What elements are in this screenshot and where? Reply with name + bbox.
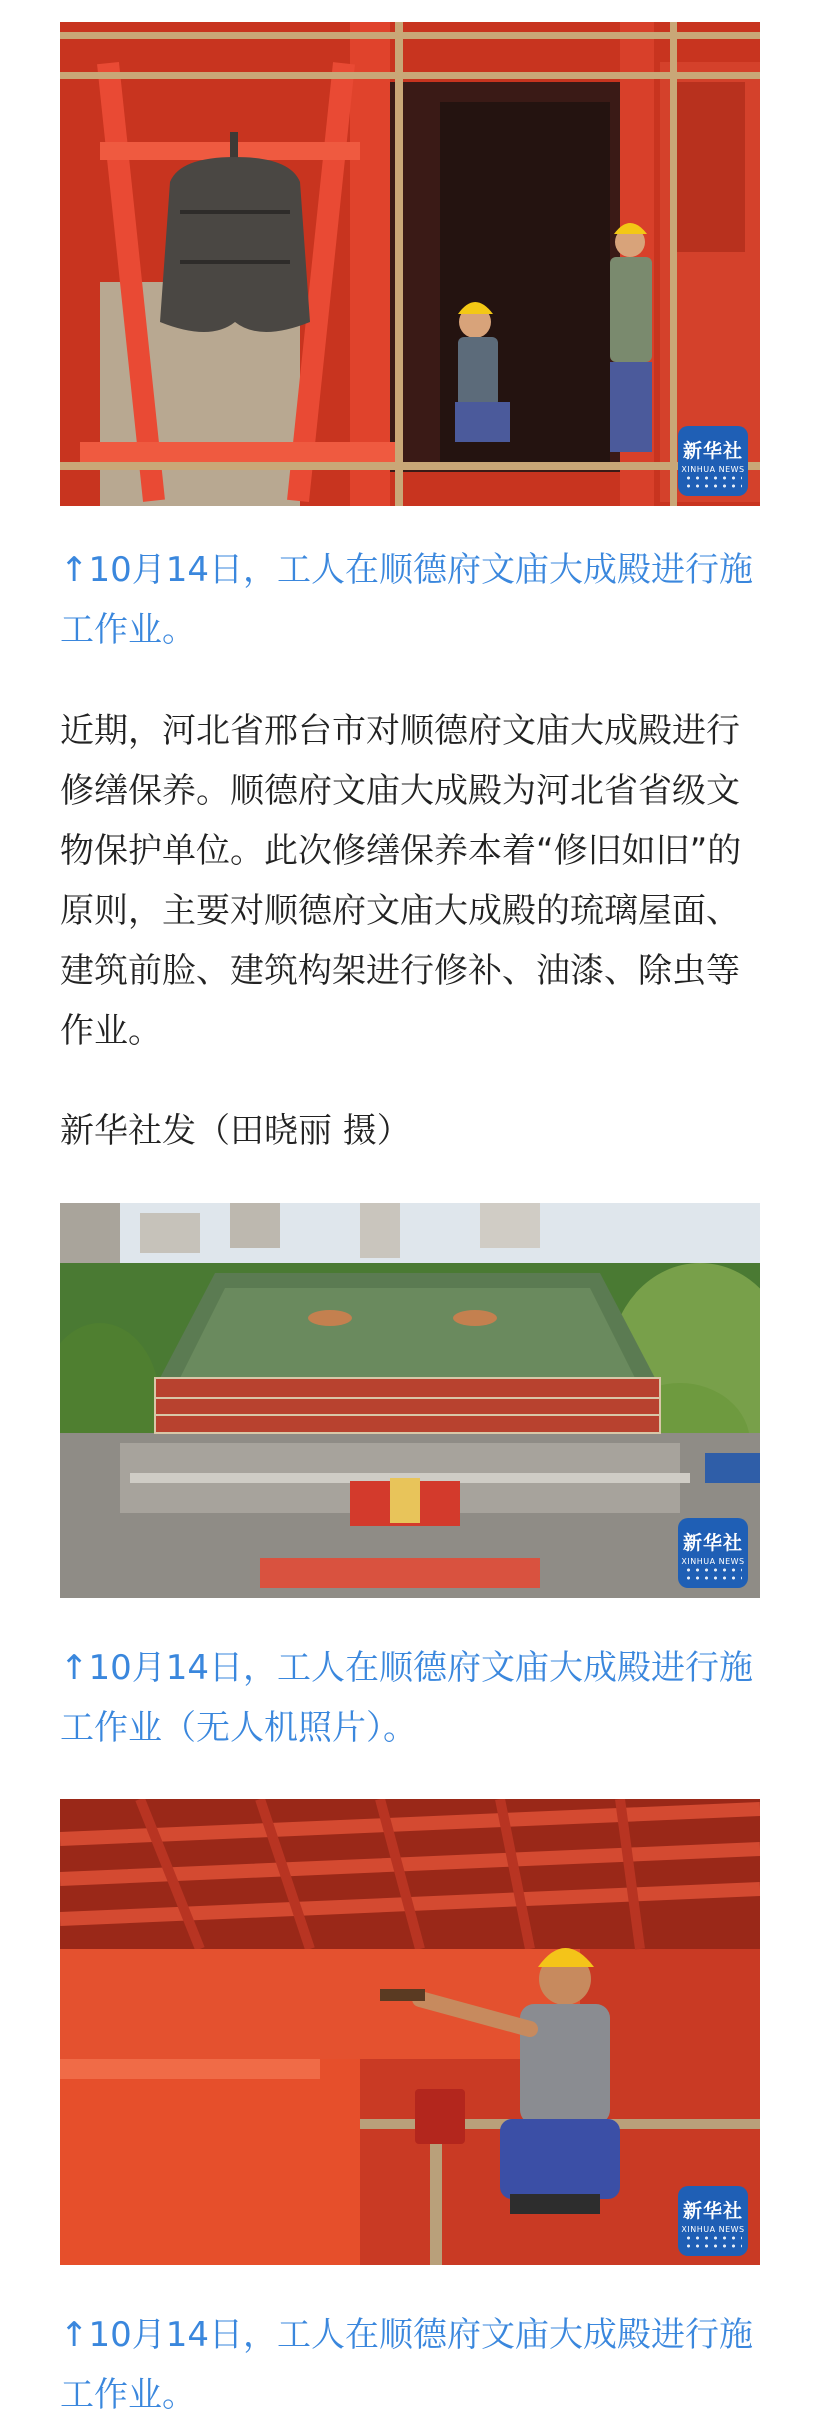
article-paragraph: 近期，河北省邢台市对顺德府文庙大成殿进行修缮保养。顺德府文庙大成殿为河北省省级文物保护单位。此次修缮保养本着“修旧如旧”的原则，主要对顺德府文庙大成殿的琉璃屋面、建筑前脸、建筑构架进行修补、油漆、除虫等作业。 [60,711,742,1051]
xinhua-logo [678,1518,748,1588]
logo-text-en: XINHUA NEWS [681,1557,745,1566]
logo-text-zh: 新华社 [682,1532,743,1554]
photo-worker-painting-image [60,1799,760,2265]
photo-worker-painting[interactable] [60,1799,760,2265]
photo-drone-hall[interactable] [60,1203,760,1598]
photo-caption-2: ↑10月14日，工人在顺德府文庙大成殿进行施工作业（无人机照片）。 [60,1648,754,1748]
photo-caption-3: ↑10月14日，工人在顺德府文庙大成殿进行施工作业。 [60,2315,754,2415]
logo-text-en: XINHUA NEWS [681,465,745,474]
photo-caption-1: ↑10月14日，工人在顺德府文庙大成殿进行施工作业。 [60,550,754,650]
logo-network-icon [684,474,742,490]
xinhua-logo [678,426,748,496]
photo-bell-scaffolding[interactable] [60,22,760,506]
logo-network-icon [684,2234,742,2250]
logo-network-icon [684,1566,742,1582]
logo-text-en: XINHUA NEWS [681,2225,745,2234]
xinhua-logo [678,2186,748,2256]
photo-drone-hall-image [60,1203,760,1598]
photo-bell-scaffolding-image [60,22,760,506]
logo-text-zh: 新华社 [682,2200,743,2222]
logo-text-zh: 新华社 [682,440,743,462]
photo-credit: 新华社发（田晓丽 摄） [60,1111,411,1151]
